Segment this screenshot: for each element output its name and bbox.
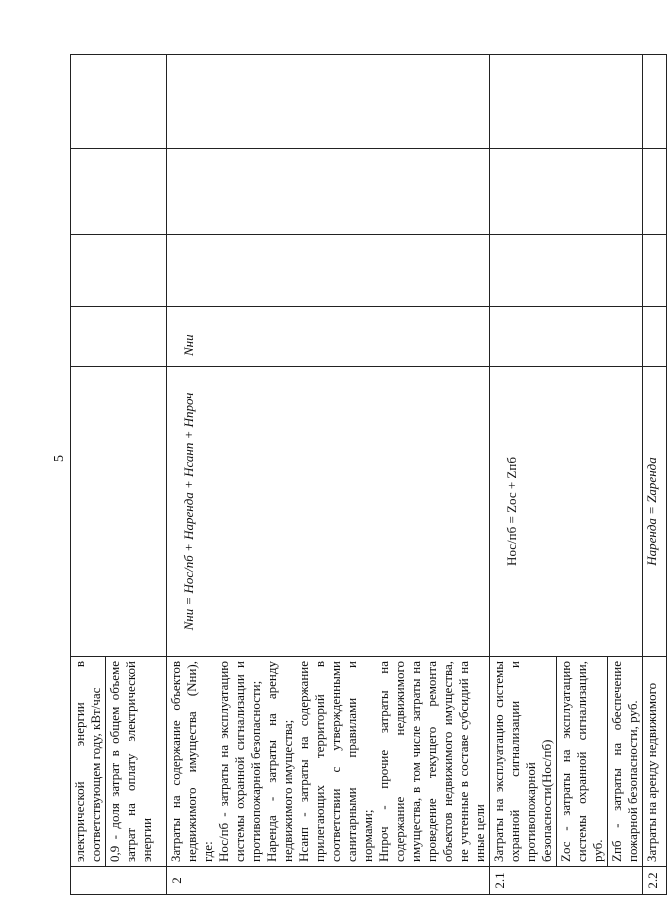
empty-cell (167, 235, 490, 307)
table-row (71, 55, 167, 895)
empty-cell (490, 149, 643, 235)
row-description (167, 657, 490, 867)
desc-line: Zос - затраты на эксплуатацию системы охранной сигнализации, руб. (556, 657, 607, 866)
row-description (71, 657, 167, 867)
table-row (643, 55, 667, 895)
empty-cell (167, 55, 490, 149)
desc-line: Нос/пб - затраты на эксплуатацию системы охранной сигнализации и противопожарной безопасности; (216, 661, 263, 862)
desc-line: Наренда - затраты на аренду недвижимого имущества; (264, 661, 295, 862)
row-number: 2 (167, 867, 490, 895)
empty-cell (643, 55, 667, 149)
cost-table (70, 54, 667, 895)
desc-line: Нсанп - затраты на содержание прилегающих территорий в соответствии с утвержденными санитарными правилами и нормами; (296, 661, 375, 862)
desc-line: Затраты на содержание объектов недвижимого имущества (Nни), где: (168, 661, 215, 862)
empty-cell (167, 149, 490, 235)
rotated-page (70, 55, 660, 895)
empty-cell (643, 149, 667, 235)
desc-line: 0,9 - доля затрат в общем объеме затрат на оплату электрической энергии (105, 657, 156, 866)
row-number (71, 867, 167, 895)
table-row (490, 55, 643, 895)
row-description (490, 657, 643, 867)
empty-cell (71, 235, 167, 307)
row-formula: Нос/пб = Zос + Zпб (490, 367, 643, 657)
empty-cell (490, 55, 643, 149)
row-code (643, 307, 667, 367)
desc-line: Нпроч - прочие затраты на содержание недвижимого имущества, в том числе затраты на проведение текущего ремонта объектов недвижимого имущества, не учтенные в составе субсидий на иные цели (376, 661, 487, 862)
row-formula: Nни = Нос/пб + Наренда + Нсанп + Нпроч (167, 367, 490, 657)
row-formula (71, 367, 167, 657)
page-number: 5 (52, 455, 67, 462)
row-number: 2.2 (643, 867, 667, 895)
row-code (490, 307, 643, 367)
empty-cell (71, 149, 167, 235)
row-code (71, 307, 167, 367)
table-row (167, 55, 490, 895)
row-description: Затраты на аренду недвижимого (643, 657, 667, 867)
row-formula: Наренда = Zаренда (643, 367, 667, 657)
row-code: Nни (167, 307, 490, 367)
empty-cell (643, 235, 667, 307)
desc-line: электрической энергии в соответствующем году, кВт/час (72, 661, 103, 862)
row-number: 2.1 (490, 867, 643, 895)
empty-cell (71, 55, 167, 149)
desc-line: Затраты на эксплуатацию системы охранной сигнализации и противопожарной безопасности(Нос/пб) (491, 661, 554, 862)
desc-line: Zпб - затраты на обеспечение пожарной безопасности, руб. (607, 657, 642, 866)
empty-cell (490, 235, 643, 307)
